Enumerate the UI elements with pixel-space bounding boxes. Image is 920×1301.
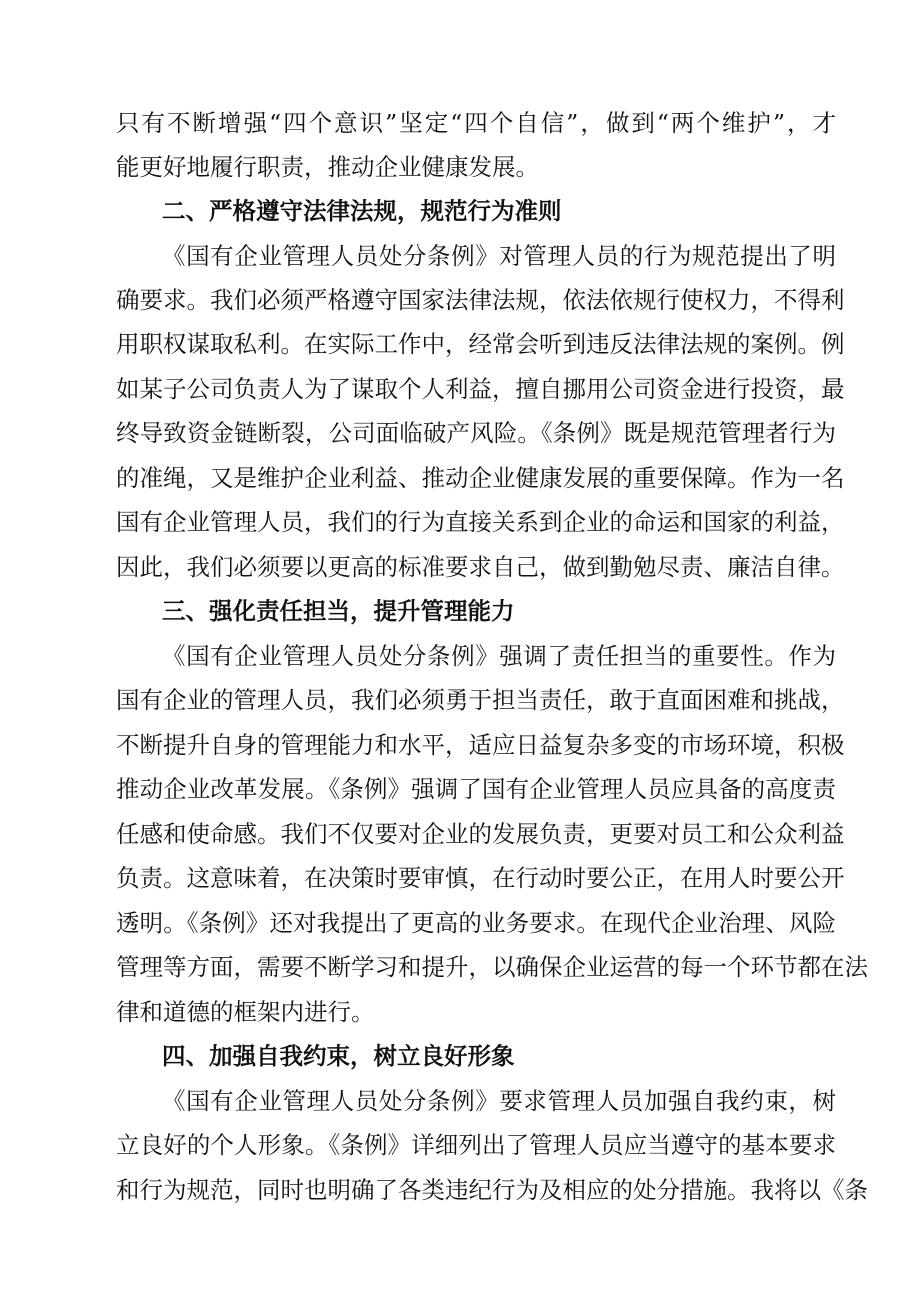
paragraph-line: 透明。《条例》还对我提出了更高的业务要求。在现代企业治理、风险 <box>116 909 836 937</box>
paragraph-line: 推动企业改革发展。《条例》强调了国有企业管理人员应具备的高度责 <box>116 775 836 803</box>
section-heading: 三、强化责任担当，提升管理能力 <box>162 597 515 625</box>
paragraph-line: 律和道德的框架内进行。 <box>116 998 375 1026</box>
paragraph-line: 国有企业的管理人员，我们必须勇于担当责任，敢于直面困难和挑战， <box>116 686 845 714</box>
paragraph-line: 管理等方面，需要不断学习和提升，以确保企业运营的每一个环节都在法 <box>116 953 868 981</box>
paragraph-line: 如某子公司负责人为了谋取个人利益，擅自挪用公司资金进行投资，最 <box>116 375 845 403</box>
section-heading: 四、加强自我约束，树立良好形象 <box>162 1042 515 1070</box>
paragraph-line: 国有企业管理人员，我们的行为直接关系到企业的命运和国家的利益， <box>116 508 845 536</box>
paragraph-line: 终导致资金链断裂，公司面临破产风险。《条例》既是规范管理者行为 <box>116 419 836 447</box>
paragraph-line: 立良好的个人形象。《条例》详细列出了管理人员应当遵守的基本要求 <box>116 1131 836 1159</box>
paragraph-line: 和行为规范，同时也明确了各类违纪行为及相应的处分措施。我将以《条 <box>116 1176 868 1204</box>
paragraph-line: 任感和使命感。我们不仅要对企业的发展负责，更要对员工和公众利益 <box>116 820 845 848</box>
paragraph-line: 《国有企业管理人员处分条例》强调了责任担当的重要性。作为 <box>162 642 836 670</box>
paragraph-line: 只有不断增强“四个意识”坚定“四个自信”，做到“两个维护”，才 <box>116 109 836 137</box>
paragraph-line: 不断提升自身的管理能力和水平，适应日益复杂多变的市场环境，积极 <box>116 731 845 759</box>
paragraph-line: 《国有企业管理人员处分条例》要求管理人员加强自我约束，树 <box>162 1087 836 1115</box>
section-heading: 二、严格遵守法律法规，规范行为准则 <box>162 197 562 225</box>
paragraph-line: 负责。这意味着，在决策时要审慎，在行动时要公正，在用人时要公开 <box>116 864 845 892</box>
paragraph-line: 用职权谋取私利。在实际工作中，经常会听到违反法律法规的案例。例 <box>116 330 845 358</box>
paragraph-line: 因此，我们必须要以更高的标准要求自己，做到勤勉尽责、廉洁自律。 <box>116 553 845 581</box>
paragraph-line: 能更好地履行职责，推动企业健康发展。 <box>116 153 539 181</box>
paragraph-line: 的准绳，又是维护企业利益、推动企业健康发展的重要保障。作为一名 <box>116 464 845 492</box>
paragraph-line: 《国有企业管理人员处分条例》对管理人员的行为规范提出了明 <box>162 242 836 270</box>
paragraph-line: 确要求。我们必须严格遵守国家法律法规，依法依规行使权力，不得利 <box>116 286 845 314</box>
